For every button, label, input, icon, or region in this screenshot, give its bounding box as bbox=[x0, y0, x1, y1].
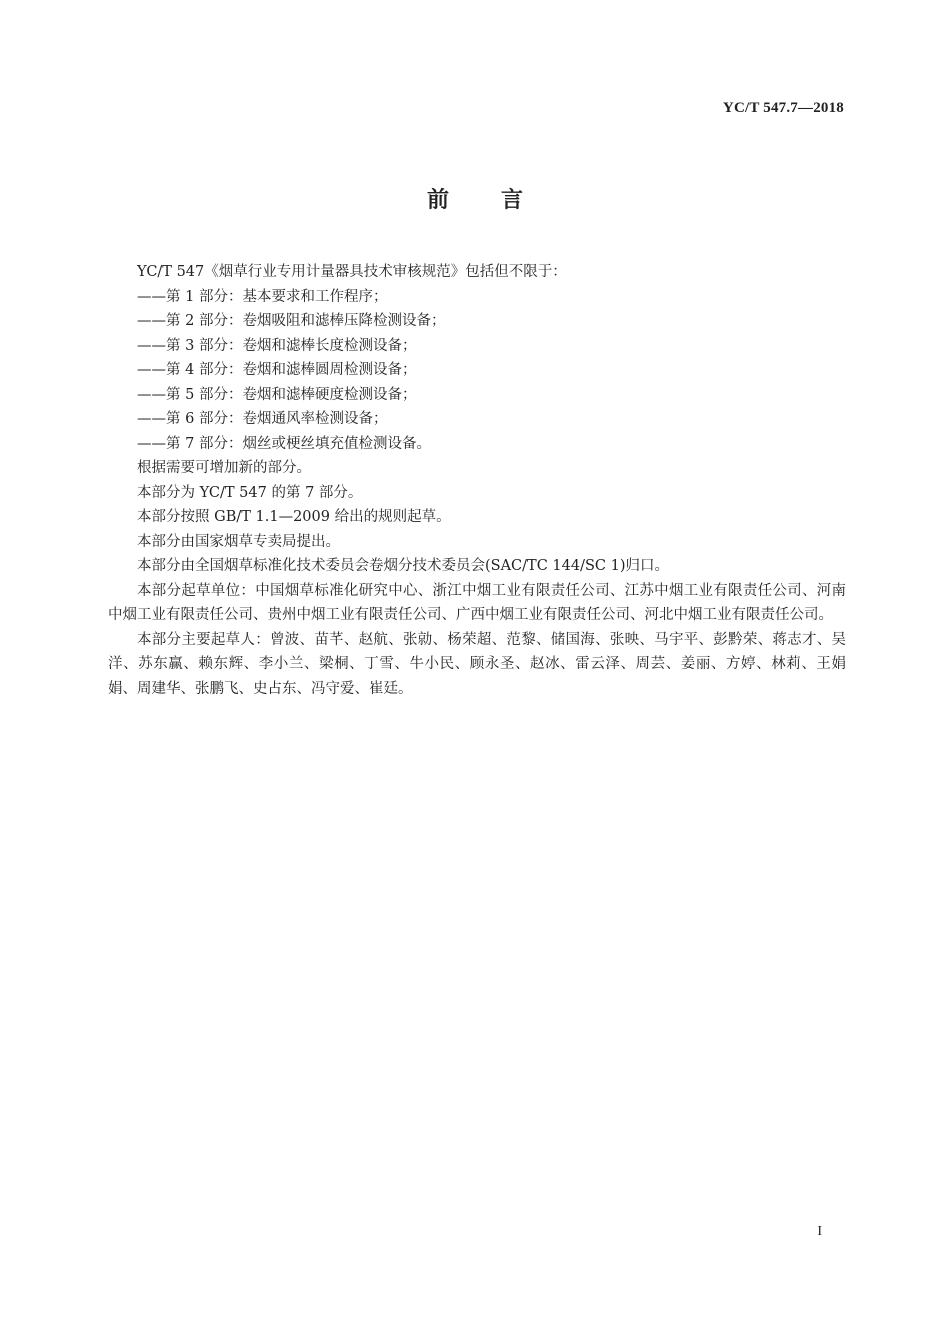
drafters-paragraph: 本部分主要起草人：曾波、苗芊、赵航、张勍、杨荣超、范黎、储国海、张映、马宇平、彭黔荣、蒋志才、吴洋、苏东赢、赖东辉、李小兰、梁桐、丁雪、牛小民、顾永圣、赵冰、雷云泽、周芸、姜丽、方婷、林莉、王娟娟、周建华、张鹏飞、史占东、冯守爱、崔廷。 bbox=[108, 631, 846, 697]
drafting-units-paragraph: 本部分起草单位：中国烟草标准化研究中心、浙江中烟工业有限责任公司、江苏中烟工业有限责任公司、河南中烟工业有限责任公司、贵州中烟工业有限责任公司、广西中烟工业有限责任公司、河北中烟工业有限责任公司。 bbox=[108, 582, 846, 623]
standard-code: YC/T 547.7—2018 bbox=[722, 100, 844, 116]
body-paragraph: 本部分按照 GB/T 1.1—2009 给出的规则起草。 bbox=[137, 509, 451, 525]
page-number: I bbox=[817, 1224, 822, 1239]
part-list-item: ——第 5 部分：卷烟和滤棒硬度检测设备； bbox=[137, 386, 417, 403]
part-list-item: ——第 7 部分：烟丝或梗丝填充值检测设备。 bbox=[137, 435, 431, 452]
page-title: 前言 bbox=[426, 188, 575, 213]
body-paragraph: 本部分由国家烟草专卖局提出。 bbox=[137, 533, 340, 550]
foreword-body bbox=[108, 260, 846, 701]
part-list-item: ——第 4 部分：卷烟和滤棒圆周检测设备； bbox=[137, 362, 417, 378]
part-list-item: ——第 3 部分：卷烟和滤棒长度检测设备； bbox=[137, 337, 417, 354]
part-list-item: ——第 1 部分：基本要求和工作程序； bbox=[137, 288, 388, 305]
body-paragraph: 本部分为 YC/T 547 的第 7 部分。 bbox=[137, 484, 363, 501]
intro-paragraph: YC/T 547《烟草行业专用计量器具技术审核规范》包括但不限于： bbox=[137, 264, 567, 280]
body-paragraph: 根据需要可增加新的部分。 bbox=[137, 460, 311, 476]
body-paragraph: 本部分由全国烟草标准化技术委员会卷烟分技术委员会(SAC/TC 144/SC 1)归口。 bbox=[137, 558, 669, 574]
part-list-item: ——第 2 部分：卷烟吸阻和滤棒压降检测设备； bbox=[137, 313, 446, 329]
part-list-item: ——第 6 部分：卷烟通风率检测设备； bbox=[137, 411, 388, 427]
